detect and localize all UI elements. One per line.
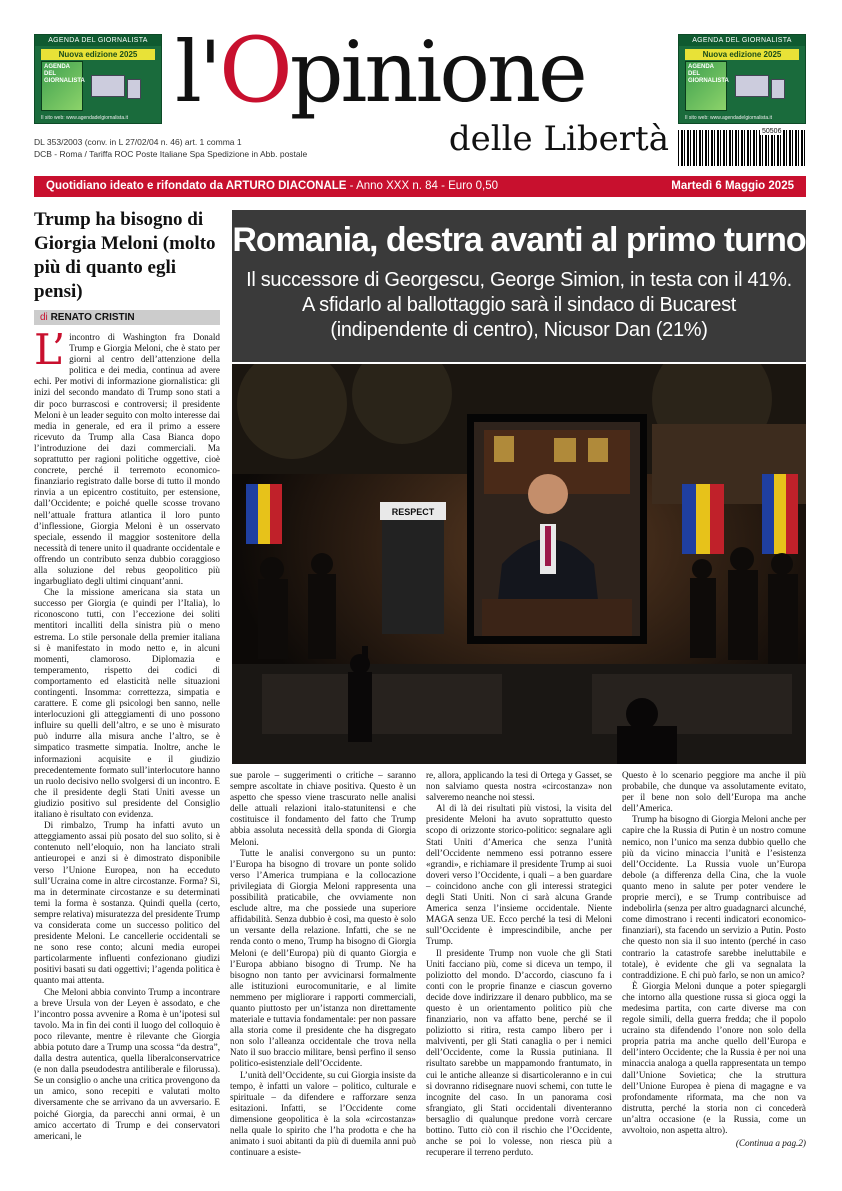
podium-sign-text: RESPECT [391,507,435,517]
paragraph: sue parole – suggerimenti o critiche – saranno sempre ascoltate in chiave positiva. Questo è un aspetto che spesso viene trascurato nelle analisi delle attuali relazioni italo-statunitensi e che costituisce il fondamento del fatto che Trump abbia assoluta necessità della sponda di Giorgia Meloni. [230,770,416,847]
paragraph: Che Meloni abbia convinto Trump a incontrare a breve Ursula von der Leyen è assodato, e che l’incontro possa avvenire a Roma è un’ipotesi sul tavolo. Ma in fin dei conti il luogo del colloquio è poco rilevante, mentre è rilevante che Giorgia abbia potuto dare a Trump una scossa “da destra”, dalla destra autentica, quella liberalconservatrice (e non dalla pseudodestra antiliberale e filorussa). Se un consiglio o anche una critica provengono da un amico, sono recepiti e valutati molto diversamente che se arrivano da un avversario. E poiché Giorgia, da parecchi anni ormai, è un amico accertato di Trump e dei conservatori americani, le [34,986,220,1141]
paragraph: Di rimbalzo, Trump ha infatti avuto un atteggiamento assai più posato del suo solito, si è contenuto nell’eloquio, non ha lanciato strali antieuropei e anzi si è dimostrato disponibile verso l’Unione Europea, non ha ecceduto sull’Ucraina come in altre circostanze. Forma? Sì, ma in determinate circostanze e su determinati temi la forma è sostanza. Quindi quella (certo, sempre relativa) misuratezza del presidente Trump va considerata come un successo politico del presidente Meloni. Le cancellerie occidentali se ne sono rese conto; alcuni media europei particolarmente influenti confezionano giudizi positivi basati su dati oggettivi; l’agenda politica è quanto mai attenta. [34,820,220,986]
tablet-icon [127,79,141,99]
barcode-number: 50506 [762,128,782,135]
ad-edition: Nuova edizione 2025 [41,49,155,60]
logo-subtitle: delle Libertà [448,119,669,159]
paragraph: Che la missione americana sia stata un successo per Giorgia (e quindi per l’Italia), lo riconoscono tutti, con l’eccezione dei soliti mentitori incalliti della sinistra più o meno estrema. Lo stile personale della premier italiana si è manifestato in modo netto e, in alcuni momenti, clamoroso. Diplomazia e temperamento, rispetto dei codici di comportamento ed elasticità nelle situazioni contingenti. Insomma: correttezza, simpatia e carattere. E come gli psicologi ben sanno, nelle interlocuzioni gli atteggiamenti di uno possono influire su quelli dell’altro, e se uno è misurato può indurre alla misura anche l’altro, se è simpatico trasmette simpatia. Inoltre, anche le informazioni acquisite e il giudizio precedentemente formato sull’interlocutore hanno un ruolo decisivo nello svolgersi di un incontro. E che il presidente degli Stati Uniti avesse un giudizio positivo sul presidente del Consiglio italiano è risultato con evidenza. [34,587,220,820]
byline-prefix: di [40,312,51,323]
paragraph: È Giorgia Meloni dunque a poter spiegargli che intorno alla questione russa si gioca oggi la medesima partita, con carte diverse ma con regole simili, della guerra fredda; che il popolo ucraino sta difendendo l’onore non solo della propria patria ma anche quello dell’Europa e dell’intero Occidente; che la Russia è per noi una minaccia analoga a quella rappresentata un tempo dall’Unione Sovietica; che la struttura dell’Unione Europea è piena di magagne e va profondamente riformata, ma che non va distrutta, perché la storia non ci concederà un’altra occasione (e la Russia, come un avvoltoio, non aspetta altro). [622,980,806,1135]
main-headline-box[interactable] [232,210,806,362]
laptop-icon [735,75,769,97]
issue-info-bar [34,176,806,197]
ad-url: Il sito web: www.agendadelgiornalista.it [41,115,128,121]
founder-line: Quotidiano ideato e rifondato da ARTURO DIACONALE [46,180,347,192]
ad-book-text: AGENDA DEL GIORNALISTA [44,64,85,84]
ad-title: AGENDA DEL GIORNALISTA [35,35,161,46]
main-headline: Romania, destra avanti al primo turno [232,221,806,259]
legal-line-2: DCB - Roma / Tariffa ROC Poste Italiane Spa Spedizione in Abb. postale [34,149,308,159]
ad-book-text: AGENDA DEL GIORNALISTA [688,64,729,84]
article-column-1 [34,325,220,1142]
ad-book-image [41,61,83,111]
rally-photo-illustration [232,364,806,764]
legal-line-1: DL 353/2003 (conv. in L 27/02/04 n. 46) art. 1 comma 1 [34,137,242,147]
article-column-3 [426,770,612,1158]
paragraph: L’unità dell’Occidente, su cui Giorgia insiste da tempo, è infatti un valore – politico, culturale e spirituale – da difendere e rafforzare senza esitazioni. Infatti, se l’Occidente come dimensione geopolitica è la sola «circostanza» nella quale lo spirito che l’ha prodotta e che ha animato i suoi abitanti da più di duemila anni può continuare a esiste- [230,1069,416,1158]
byline [34,310,220,325]
tablet-icon [771,79,785,99]
agenda-ad-right[interactable] [678,34,806,124]
article-column-2 [230,770,416,1158]
paragraph: Il presidente Trump non vuole che gli Stati Uniti facciano più, come si diceva un tempo, il poliziotto del mondo. D’accordo, ciascuno fa i conti con le proprie finanze e ciascun governo decide dove indirizzare il denaro pubblico, ma se questo è un orientamento politico più che finanziario, non va affatto bene, perché se il poliziotto si ritira, resta campo libero per i malviventi, per gli Stati canaglia o per i nemici dell’Occidente, come la Russia putiniana. Il risultato sarebbe un mappamondo frantumato, in cui le antiche alleanze si disarticoleranno e in cui si dovranno ridisegnare nuovi schemi, con tutte le incognite del caso. In un panorama così sfrangiato, gli Stati occidentali diventeranno bersaglio di qualunque predone vorrà cercare bottino. Tutto ciò con il rischio che l’Occidente, anche se poi lo volesse, non riesca più a recuperare il terreno perduto. [426,947,612,1158]
main-subheadline: Il successore di Georgescu, George Simion, in testa con il 41%. A sfidarlo al ballottaggio sarà il sindaco di Bucarest (indipendente di centro), Nicusor Dan (21%) [246,269,792,341]
side-article-title[interactable]: Trump ha bisogno di Giorgia Meloni (molto più di quanto egli pensi) [34,209,216,302]
ad-book-image [685,61,727,111]
paragraph: re, allora, applicando la tesi di Ortega y Gasset, se non salviamo questa nostra «circostanza» non salveremo neanche noi stessi. [426,770,612,803]
ad-title: AGENDA DEL GIORNALISTA [679,35,805,46]
drop-cap: L’ [34,325,66,374]
ad-url: Il sito web: www.agendadelgiornalista.it [685,115,772,121]
agenda-ad-left[interactable] [34,34,162,124]
author-name: RENATO CRISTIN [50,312,135,323]
paragraph: Trump ha bisogno di Giorgia Meloni anche per capire che la Russia di Putin è un nostro comune nemico, non l’unico ma senza dubbio quello che più da vicino minaccia l’unità e l’esistenza dell’Occidente. La Russia vuole un’Europa debole (a differenza della Cina, che la vuole quanto meno in salute per poter vendere le proprie merci), e se Trump contribuisce ad indebolirla (senza per altro guadagnarci alcunché, come dimostrano i recenti indicatori economico-finanziari), sta facendo un servizio a Putin. Posto che questo non sia il suo intento (perché in caso contrario la catastrofe sarebbe ineluttabile e totale), è evidente che gli va segnalata la contraddizione. E chi può farlo, se non un amico? [622,814,806,980]
main-photo[interactable] [232,364,806,764]
barcode [678,130,806,166]
ad-edition: Nuova edizione 2025 [685,49,799,60]
logo-main: l'Opinione [175,18,585,123]
postal-legal-notice [34,136,307,160]
paragraph: Questo è lo scenario peggiore ma anche il più probabile, che dunque va assolutamente evitato, per il bene non solo dell’Europa ma anche dell’America. [622,770,806,814]
issue-date: Martedì 6 Maggio 2025 [671,180,794,192]
paragraph: incontro di Washington fra Donald Trump e Giorgia Meloni, che è stato per giorni al centro dell’attenzione della politica e dei media, continua ad avere echi. Per motivi di informazione giornalistica: gli inizi del secondo mandato di Trump sono stati a dir poco burrascosi e controversi; il presidente Meloni è un leader seguito con molto interesse dai media in generale, ed era il primo a essere ricevuto da Trump alla Casa Bianca dopo l’introduzione dei dazi commerciali. Ma soprattutto per ragioni politiche oggettive, cioè concrete, perché il terremoto economico-finanziario registrato dalle borse di tutto il mondo rinvia a un epicentro costituito, per estensione, dall’Occidente; e poiché quelle scosse trovano nell’attuale frattura atlantica il loro punto d’inflessione, Giorgia Meloni è un osservato speciale, essendo il maggior sostenitore della necessità di tenere unito il quadrante occidentale e offrendo un contributo senza dubbio coraggioso alla soluzione del rebus geopolitico più ingarbugliato degli ultimi cinquant’anni. [34,332,220,587]
issue-details: - Anno XXX n. 84 - Euro 0,50 [346,180,498,192]
article-column-4 [622,770,806,1149]
paragraph: Al di là dei risultati più vistosi, la visita del presidente Meloni ha avuto soprattutto questo scopo di orizzonte storico-politico: segnalare agli Stati Uniti d’America che senza l’unità dell’Occidente nemmeno essi potranno essere «grandi», e richiamare il presidente Trump ai suoi doveri verso l’Occidente, i quali – a ben guardare – coincidono anche con gli interessi strategici degli Stati Uniti. Non ci sarà alcuna Grande America senza l’insieme occidentale. Niente MAGA senza UE. Ecco perché la tesi di Meloni sull’Occidente è imprescindibile, anche per Trump. [426,803,612,947]
continued-link[interactable]: (Continua a pag.2) [735,1138,806,1149]
paragraph: Tutte le analisi convergono su un punto: l’Europa ha bisogno di trovare un ponte solido verso l’America trumpiana e la collocazione privilegiata di Giorgia Meloni rappresenta una possibilità praticabile, che ovviamente non esclude altre, ma che possiede una superiore affidabilità. Senza dubbio è così, ma questo è solo un versante della relazione. Infatti, che se ne renda conto o meno, Trump ha bisogno di Giorgia Meloni (e dell’Europa) più di quanto Giorgia e l’Europa abbiano bisogno di Trump. Ne ha bisogno non tanto per avvicinarsi formalmente alle istituzioni eurocomunitarie, e al limite nemmeno per migliorare i rapporti commerciali, quanto piuttosto per un’istanza non direttamente materiale e tuttavia fondamentale: per non passare alla storia come il presidente che ha disgregato non solo l’alleanza occidentale che trova nella Nato il suo braccio militare, bensì perfino il senso politico-esistenziale dell’Occidente. [230,847,416,1069]
laptop-icon [91,75,125,97]
newspaper-logo[interactable] [175,18,675,159]
